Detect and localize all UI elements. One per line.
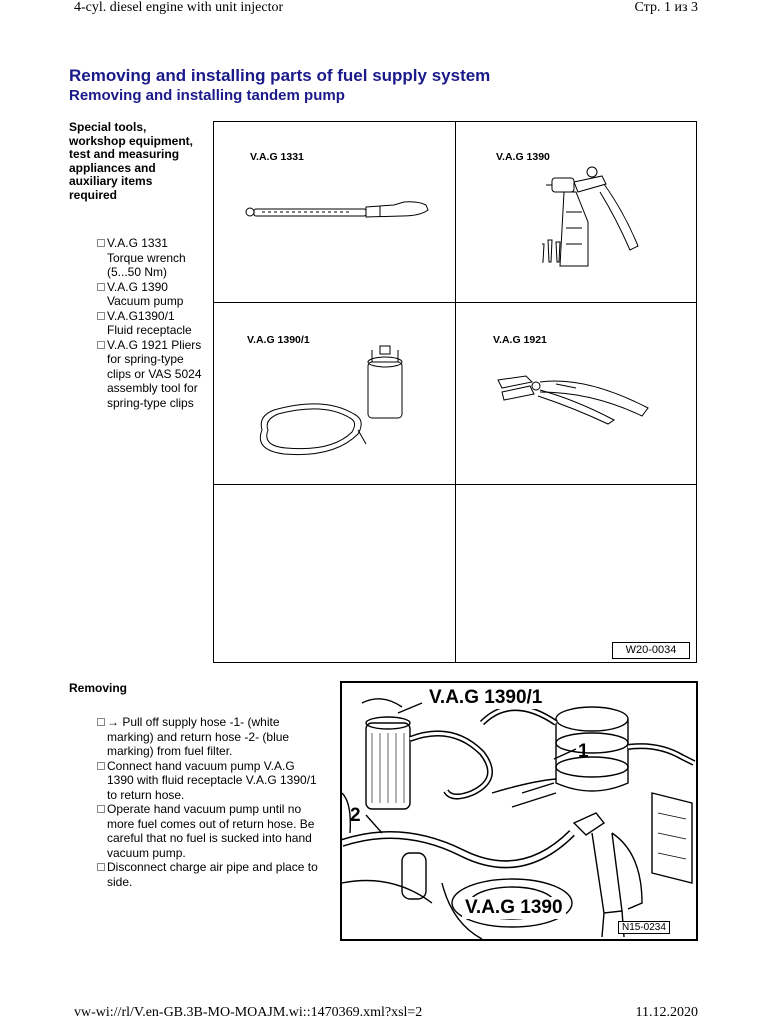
bullet-box-icon — [97, 312, 105, 320]
tool-label-vag-1390: V.A.G 1390 — [496, 151, 550, 163]
list-item: V.A.G 1921 Pliers for spring-type clips or VAS 5024 assembly tool for spring-type clips — [97, 338, 202, 411]
footer-date: 11.12.2020 — [635, 1005, 698, 1020]
photo-label-fluid-receptacle: V.A.G 1390/1 — [426, 687, 545, 709]
list-item: Operate hand vacuum pump until no more fuel comes out of return hose. Be careful that no fuel is sucked into hand vacuum pump. — [97, 802, 322, 860]
page-header-title: 4-cyl. diesel engine with unit injector — [74, 0, 284, 15]
bullet-box-icon — [97, 863, 105, 871]
tool-label-vag-1921: V.A.G 1921 — [493, 334, 547, 346]
page-subtitle: Removing and installing tandem pump — [69, 87, 345, 104]
photo-label-vacuum-pump: V.A.G 1390 — [462, 897, 566, 919]
bullet-box-icon — [97, 805, 105, 813]
tool-label-vag-1331: V.A.G 1331 — [250, 151, 304, 163]
torque-wrench-icon — [242, 200, 437, 228]
list-item: → Pull off supply hose -1- (white marking) and return hose -2- (blue marking) from fuel filter. — [97, 715, 322, 759]
bullet-box-icon — [97, 762, 105, 770]
bullet-box-icon — [97, 239, 105, 247]
photo-figure-reference: N15-0234 — [618, 921, 670, 934]
removing-heading: Removing — [69, 681, 128, 695]
special-tools-figure — [213, 121, 697, 663]
fluid-receptacle-icon — [254, 340, 424, 460]
list-item: V.A.G 1331 Torque wrench (5...50 Nm) — [97, 236, 202, 280]
special-tools-heading: Special tools, workshop equipment, test and measuring appliances and auxiliary items required — [69, 120, 194, 202]
list-item: V.A.G 1390 Vacuum pump — [97, 280, 202, 309]
special-tools-list — [97, 236, 202, 410]
page-number: Стр. 1 из 3 — [634, 0, 698, 15]
footer-url: vw-wi://rl/V.en-GB.3B-MO-MOAJM.wi::1470369.xml?xsl=2 — [74, 1005, 423, 1020]
bullet-box-icon — [97, 283, 105, 291]
figure-reference: W20-0034 — [612, 642, 690, 659]
callout-1: 1 — [578, 741, 589, 762]
tool-label-vag-1390-1: V.A.G 1390/1 — [247, 334, 310, 346]
callout-2: 2 — [350, 805, 361, 826]
bullet-box-icon — [97, 341, 105, 349]
engine-illustration — [340, 681, 698, 941]
spring-clip-pliers-icon — [496, 366, 656, 426]
vacuum-pump-icon — [542, 162, 652, 272]
list-item: Disconnect charge air pipe and place to side. — [97, 860, 322, 889]
bullet-box-icon — [97, 718, 105, 726]
list-item: V.A.G1390/1 Fluid receptacle — [97, 309, 202, 338]
page-title: Removing and installing parts of fuel supply system — [69, 66, 491, 85]
removing-steps-list — [97, 715, 322, 889]
list-item: Connect hand vacuum pump V.A.G 1390 with fluid receptacle V.A.G 1390/1 to return hose. — [97, 759, 322, 803]
